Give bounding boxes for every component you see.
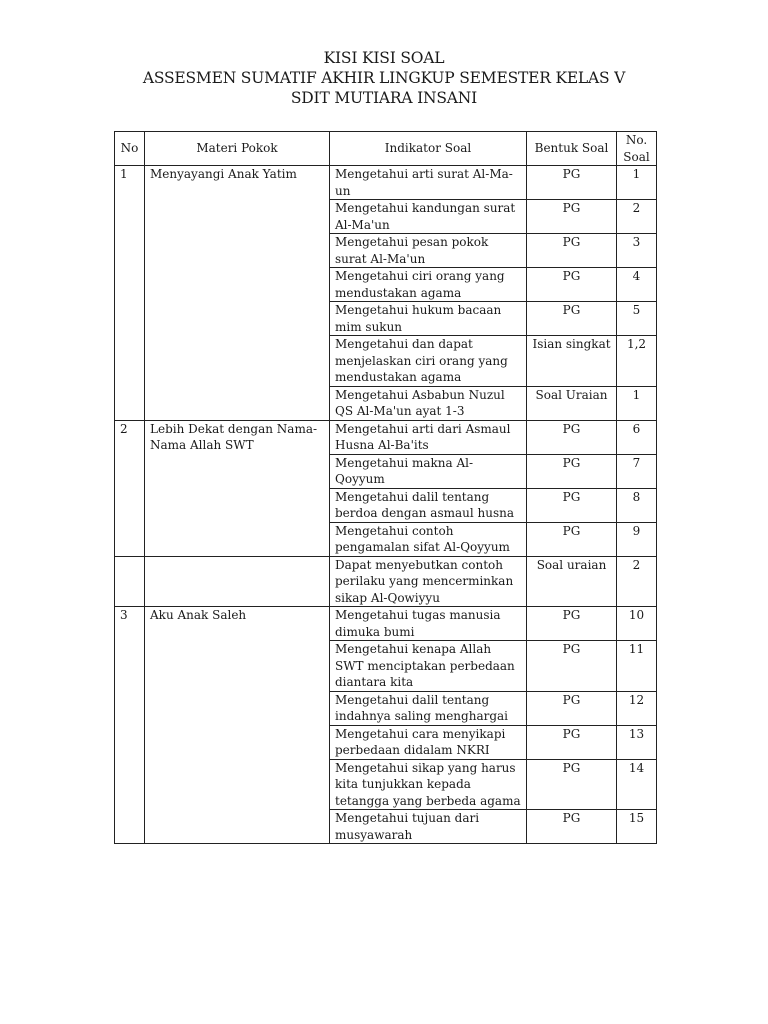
cell-materi-pokok: Aku Anak Saleh [145, 607, 330, 844]
cell-no-soal: 1,2 [617, 336, 657, 387]
table-row [115, 166, 657, 200]
cell-materi-pokok [145, 556, 330, 607]
school-name: SDIT MUTIARA INSANI [290, 89, 478, 107]
document-header [0, 48, 768, 108]
cell-indikator: Mengetahui hukum bacaan mim sukun [330, 302, 527, 336]
cell-bentuk-soal: PG [527, 641, 617, 692]
cell-indikator: Mengetahui dalil tentang berdoa dengan asmaul husna [330, 488, 527, 522]
cell-no: 3 [115, 607, 145, 844]
cell-materi-pokok: Menyayangi Anak Yatim [145, 166, 330, 421]
cell-no-soal: 11 [617, 641, 657, 692]
cell-no-soal: 1 [617, 386, 657, 420]
cell-no-soal: 13 [617, 725, 657, 759]
cell-bentuk-soal: Isian singkat [527, 336, 617, 387]
cell-indikator: Dapat menyebutkan contoh perilaku yang mencerminkan sikap Al-Qowiyyu [330, 556, 527, 607]
cell-indikator: Mengetahui dalil tentang indahnya saling menghargai [330, 691, 527, 725]
cell-no-soal: 2 [617, 556, 657, 607]
cell-indikator: Mengetahui dan dapat menjelaskan ciri orang yang mendustakan agama [330, 336, 527, 387]
cell-no-soal: 5 [617, 302, 657, 336]
cell-bentuk-soal: Soal Uraian [527, 386, 617, 420]
document-title: KISI KISI SOAL [323, 49, 445, 67]
cell-indikator: Mengetahui tujuan dari musyawarah [330, 810, 527, 844]
cell-no-soal: 15 [617, 810, 657, 844]
cell-indikator: Mengetahui kenapa Allah SWT menciptakan perbedaan diantara kita [330, 641, 527, 692]
table-header-row [115, 132, 657, 166]
cell-no-soal: 1 [617, 166, 657, 200]
cell-no-soal: 6 [617, 420, 657, 454]
kisi-kisi-table [114, 131, 657, 844]
cell-bentuk-soal: PG [527, 454, 617, 488]
cell-indikator: Mengetahui sikap yang harus kita tunjukkan kepada tetangga yang berbeda agama [330, 759, 527, 810]
cell-no: 2 [115, 420, 145, 556]
cell-indikator: Mengetahui Asbabun Nuzul QS Al-Ma'un ayat 1-3 [330, 386, 527, 420]
cell-bentuk-soal: PG [527, 166, 617, 200]
cell-bentuk-soal: PG [527, 302, 617, 336]
cell-no [115, 556, 145, 607]
column-header-no: No [115, 132, 145, 166]
cell-bentuk-soal: PG [527, 420, 617, 454]
cell-indikator: Mengetahui ciri orang yang mendustakan agama [330, 268, 527, 302]
document-subtitle: ASSESMEN SUMATIF AKHIR LINGKUP SEMESTER KELAS V [142, 69, 626, 87]
cell-bentuk-soal: PG [527, 810, 617, 844]
cell-bentuk-soal: PG [527, 691, 617, 725]
cell-no: 1 [115, 166, 145, 421]
table-row [115, 607, 657, 641]
table-row [115, 556, 657, 607]
cell-no-soal: 10 [617, 607, 657, 641]
cell-indikator: Mengetahui arti surat Al-Ma-un [330, 166, 527, 200]
cell-bentuk-soal: PG [527, 522, 617, 556]
cell-no-soal: 3 [617, 234, 657, 268]
column-header-no-soal: No. Soal [617, 132, 657, 166]
cell-indikator: Mengetahui makna Al-Qoyyum [330, 454, 527, 488]
cell-indikator: Mengetahui contoh pengamalan sifat Al-Qoyyum [330, 522, 527, 556]
cell-no-soal: 14 [617, 759, 657, 810]
cell-bentuk-soal: PG [527, 725, 617, 759]
cell-bentuk-soal: PG [527, 488, 617, 522]
cell-bentuk-soal: Soal uraian [527, 556, 617, 607]
cell-no-soal: 12 [617, 691, 657, 725]
cell-indikator: Mengetahui tugas manusia dimuka bumi [330, 607, 527, 641]
column-header-indikator-soal: Indikator Soal [330, 132, 527, 166]
cell-bentuk-soal: PG [527, 607, 617, 641]
cell-no-soal: 7 [617, 454, 657, 488]
cell-indikator: Mengetahui kandungan surat Al-Ma'un [330, 200, 527, 234]
column-header-materi-pokok: Materi Pokok [145, 132, 330, 166]
cell-bentuk-soal: PG [527, 759, 617, 810]
cell-indikator: Mengetahui arti dari Asmaul Husna Al-Ba'its [330, 420, 527, 454]
cell-no-soal: 8 [617, 488, 657, 522]
cell-bentuk-soal: PG [527, 234, 617, 268]
cell-indikator: Mengetahui pesan pokok surat Al-Ma'un [330, 234, 527, 268]
column-header-bentuk-soal: Bentuk Soal [527, 132, 617, 166]
cell-materi-pokok: Lebih Dekat dengan Nama-Nama Allah SWT [145, 420, 330, 556]
cell-indikator: Mengetahui cara menyikapi perbedaan didalam NKRI [330, 725, 527, 759]
cell-no-soal: 2 [617, 200, 657, 234]
cell-no-soal: 9 [617, 522, 657, 556]
cell-no-soal: 4 [617, 268, 657, 302]
table-row [115, 420, 657, 454]
cell-bentuk-soal: PG [527, 268, 617, 302]
cell-bentuk-soal: PG [527, 200, 617, 234]
